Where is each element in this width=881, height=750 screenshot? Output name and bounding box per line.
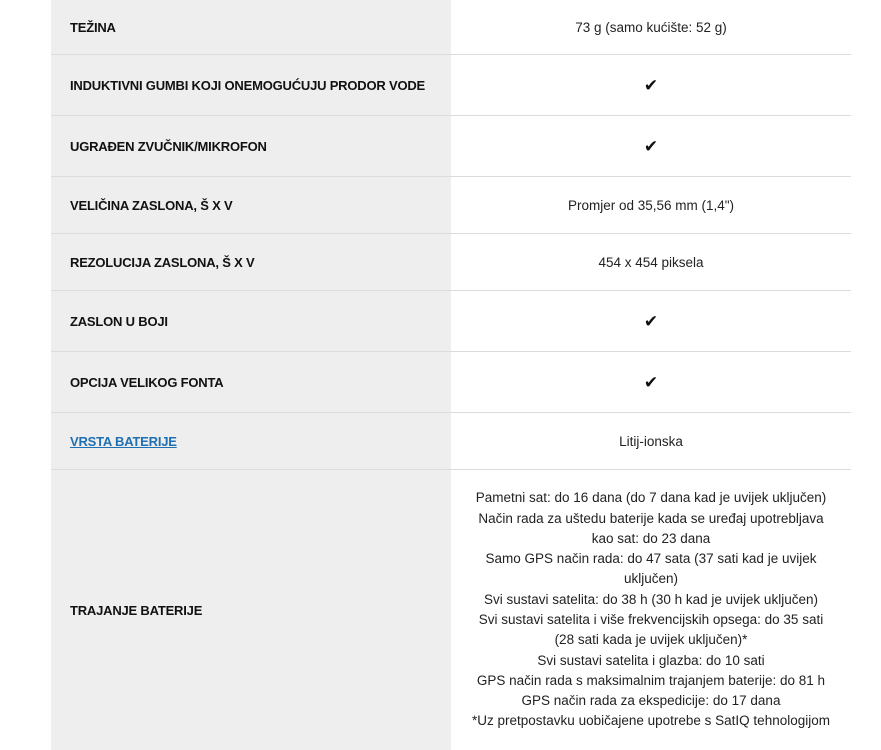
spec-value: 73 g (samo kućište: 52 g) [575, 19, 727, 35]
spec-label: UGRAĐEN ZVUČNIK/MIKROFON [51, 116, 451, 176]
battery-life-line: GPS način rada s maksimalnim trajanjem baterije: do 81 h [476, 672, 826, 688]
spec-row-weight [51, 0, 851, 55]
spec-value: Litij-ionska [619, 433, 683, 449]
specs-table [51, 0, 851, 750]
spec-row-large-font [51, 352, 851, 413]
battery-life-line: *Uz pretpostavku uobičajene upotrebe s SatIQ tehnologijom [472, 713, 830, 729]
spec-row-battery-life [51, 470, 851, 750]
battery-life-line: uključen) [623, 571, 679, 587]
spec-label: OPCIJA VELIKOG FONTA [51, 352, 451, 412]
battery-life-line: Pametni sat: do 16 dana (do 7 dana kad je uvijek uključen) [475, 490, 827, 506]
checkmark-icon: ✔ [643, 75, 659, 95]
spec-label: INDUKTIVNI GUMBI KOJI ONEMOGUĆUJU PRODOR VODE [51, 55, 451, 115]
spec-value: Promjer od 35,56 mm (1,4") [567, 197, 735, 213]
spec-row-inductive-buttons [51, 55, 851, 116]
battery-type-link[interactable]: VRSTA BATERIJE [70, 433, 177, 449]
spec-label: REZOLUCIJA ZASLONA, Š X V [51, 234, 451, 290]
spec-row-display-resolution [51, 234, 851, 291]
checkmark-icon: ✔ [643, 372, 659, 392]
battery-life-line: Svi sustavi satelita i više frekvencijskih opsega: do 35 sati [478, 612, 824, 627]
battery-life-line: Svi sustavi satelita i glazba: do 10 sati [537, 652, 765, 668]
checkmark-icon: ✔ [643, 311, 659, 331]
spec-row-display-size [51, 177, 851, 234]
battery-life-line: (28 sati kada je uvijek uključen)* [554, 632, 748, 648]
spec-row-battery-type [51, 413, 851, 470]
battery-life-line: Način rada za uštedu baterije kada se uređaj upotrebljava [478, 510, 824, 526]
spec-row-color-display [51, 291, 851, 352]
battery-life-line: Svi sustavi satelita: do 38 h (30 h kad je uvijek uključen) [484, 591, 818, 607]
spec-label: TRAJANJE BATERIJE [51, 470, 451, 750]
battery-life-line: Samo GPS način rada: do 47 sata (37 sati kad je uvijek [485, 551, 817, 567]
spec-label: VELIČINA ZASLONA, Š X V [51, 177, 451, 233]
battery-life-line: GPS način rada za ekspedicije: do 17 dana [521, 693, 781, 709]
checkmark-icon: ✔ [643, 136, 659, 156]
spec-label: TEŽINA [51, 0, 451, 54]
spec-row-speaker-mic [51, 116, 851, 177]
spec-value: 454 x 454 piksela [598, 254, 704, 270]
spec-label: ZASLON U BOJI [51, 291, 451, 351]
battery-life-details [472, 488, 830, 732]
battery-life-line: kao sat: do 23 dana [591, 530, 711, 546]
